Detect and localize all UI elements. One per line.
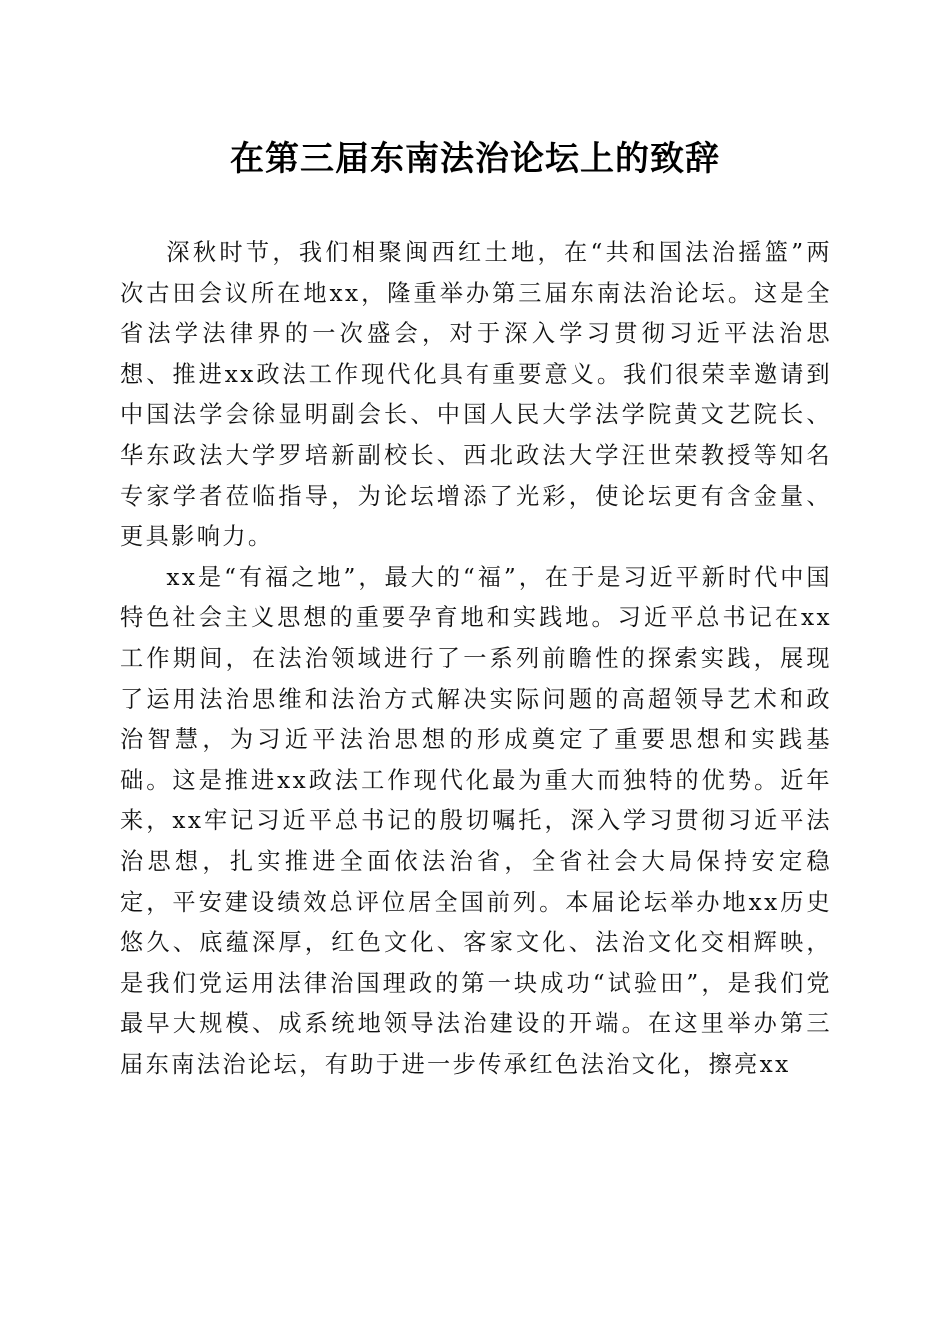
document-title: 在第三届东南法治论坛上的致辞 xyxy=(230,139,720,179)
paragraph-1: 深秋时节，我们相聚闽西红土地，在“共和国法治摇篮”两次古田会议所在地xx，隆重举办第三届东南法治论坛。这是全省法学法律界的一次盛会，对于深入学习贯彻习近平法治思想、推进xx政法工作现代化具有重要意义。我们很荣幸邀请到中国法学会徐显明副会长、中国人民大学法学院黄文艺院长、华东政法大学罗培新副校长、西北政法大学汪世荣教授等知名专家学者莅临指导，为论坛增添了光彩，使论坛更有含金量、更具影响力。 xyxy=(120,239,832,551)
document-body xyxy=(120,233,832,1085)
paragraph-2: xx是“有福之地”，最大的“福”，在于是习近平新时代中国特色社会主义思想的重要孕育地和实践地。习近平总书记在xx工作期间，在法治领域进行了一系列前瞻性的探索实践，展现了运用法治思维和法治方式解决实际问题的高超领导艺术和政治智慧，为习近平法治思想的形成奠定了重要思想和实践基础。这是推进xx政法工作现代化最为重大而独特的优势。近年来，xx牢记习近平总书记的殷切嘱托，深入学习贯彻习近平法治思想，扎实推进全面依法治省，全省社会大局保持安定稳定，平安建设绩效总评位居全国前列。本届论坛举办地xx历史悠久、底蕴深厚，红色文化、客家文化、法治文化交相辉映，是我们党运用法律治国理政的第一块成功“试验田”，是我们党最早大规模、成系统地领导法治建设的开端。在这里举办第三届东南法治论坛，有助于进一步传承红色法治文化，擦亮xx xyxy=(120,563,832,1078)
